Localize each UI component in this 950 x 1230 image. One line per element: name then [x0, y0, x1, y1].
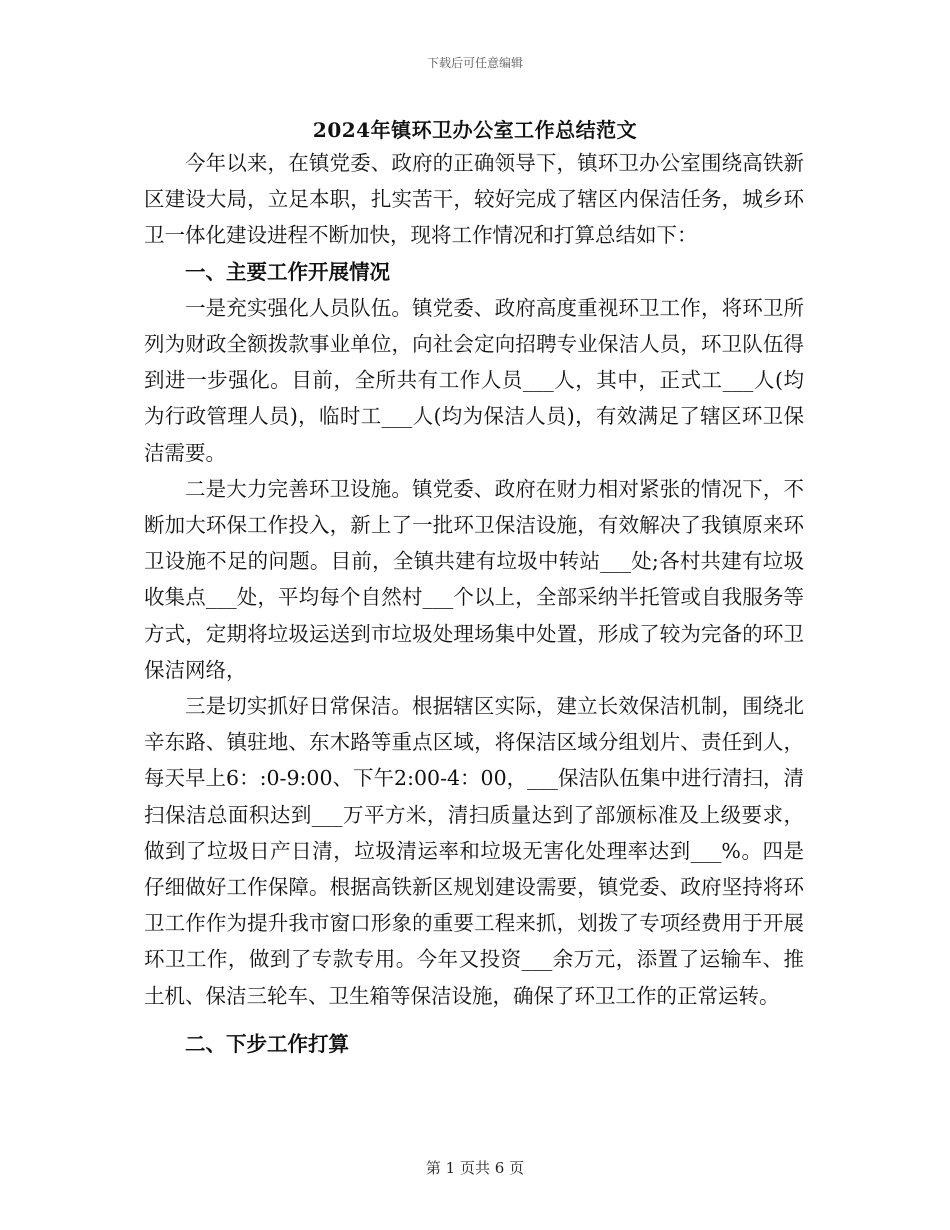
paragraph-daily-cleaning: 三是切实抓好日常保洁。根据辖区实际，建立长效保洁机制，围绕北辛东路、镇驻地、东木路等重点区域，将保洁区域分组划片、责任到人，每天早上6：:0-9:00、下午2:00-4：00，___保洁队伍集中进行清扫，清扫保洁总面积达到___万平方米，清扫质量达到了部颁标准及上级要求，做到了垃圾日产日清，垃圾清运率和垃圾无害化处理率达到___%。四是仔细做好工作保障。根据高铁新区规划建设需要，镇党委、政府坚持将环卫工作作为提升我市窗口形象的重要工程来抓，划拨了专项经费用于开展环卫工作，做到了专款专用。今年又投资___余万元，添置了运输车、推土机、保洁三轮车、卫生箱等保洁设施，确保了环卫工作的正常运转。: [144, 694, 804, 1008]
section-heading-main-work: 一、主要工作开展情况: [185, 259, 390, 284]
document-body: [144, 145, 804, 1062]
section-heading-next-steps: 二、下步工作打算: [185, 1031, 349, 1056]
page-header-note: 下载后可任意编辑: [426, 56, 523, 70]
page-number: 第 1 页共 6 页: [425, 1159, 525, 1177]
paragraph-staff: 一是充实强化人员队伍。镇党委、政府高度重视环卫工作，将环卫所列为财政全额拨款事业单位，向社会定向招聘专业保洁人员，环卫队伍得到进一步强化。目前，全所共有工作人员___人，其中，正式工___人(均为行政管理人员)，临时工___人(均为保洁人员)，有效满足了辖区环卫保洁需要。: [144, 295, 804, 465]
paragraph-facilities: 二是大力完善环卫设施。镇党委、政府在财力相对紧张的情况下，不断加大环保工作投入，新上了一批环卫保洁设施，有效解决了我镇原来环卫设施不足的问题。目前，全镇共建有垃圾中转站___处;各村共建有垃圾收集点___处，平均每个自然村___个以上，全部采纳半托管或自我服务等方式，定期将垃圾运送到市垃圾处理场集中处置，形成了较为完备的环卫保洁网络，: [144, 476, 804, 682]
intro-paragraph: 今年以来，在镇党委、政府的正确领导下，镇环卫办公室围绕高铁新区建设大局，立足本职，扎实苦干，较好完成了辖区内保洁任务，城乡环卫一体化建设进程不断加快，现将工作情况和打算总结如下：: [144, 151, 804, 248]
document-title: 2024年镇环卫办公室工作总结范文: [312, 118, 638, 142]
